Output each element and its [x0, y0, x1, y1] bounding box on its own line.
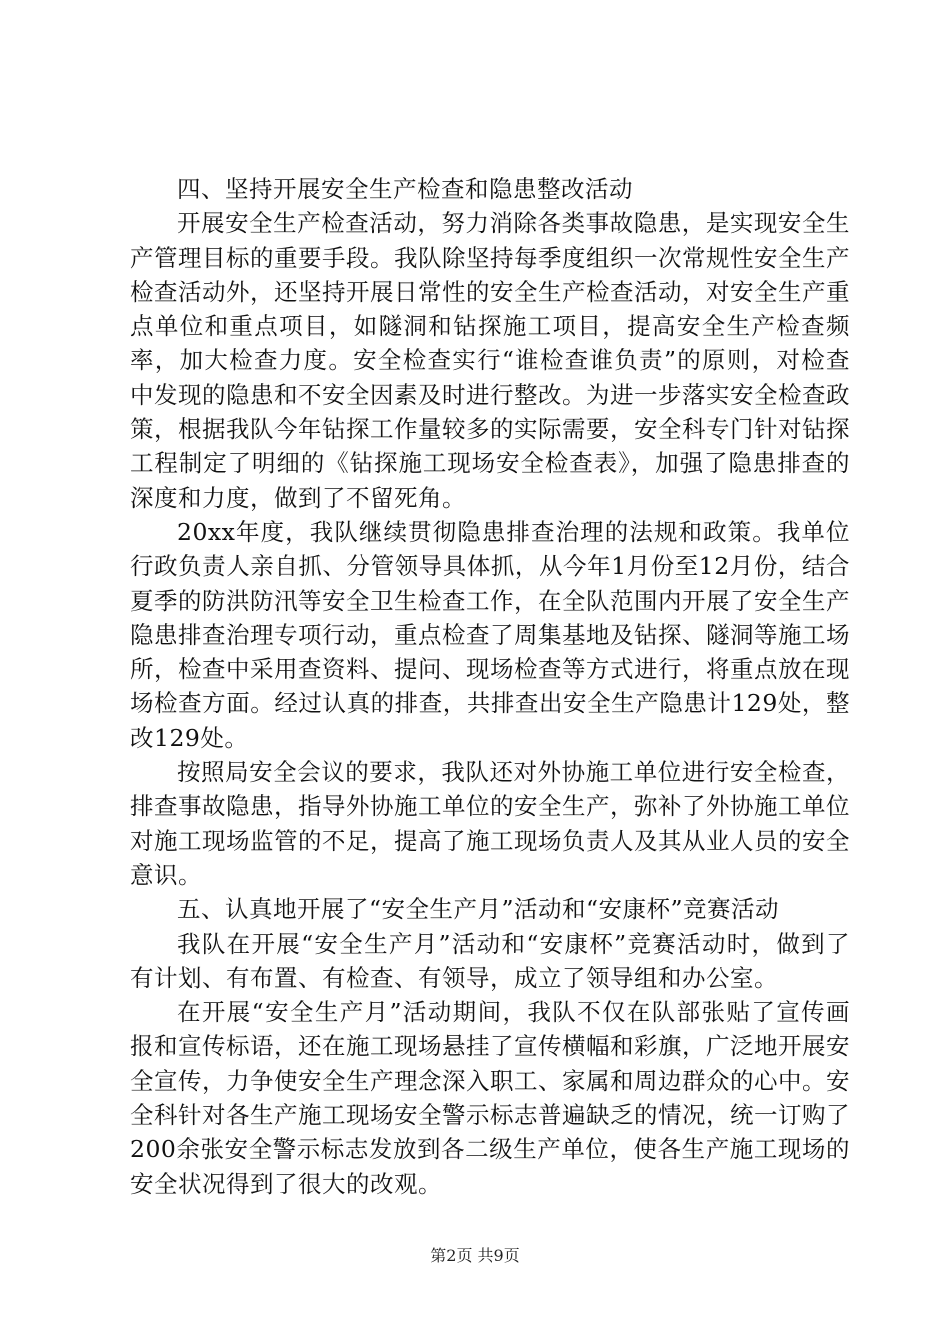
page-number-footer: 第2页 共9页 — [430, 1246, 520, 1265]
paragraph-external-contractors: 按照局安全会议的要求，我队还对外协施工单位进行安全检查，排查事故隐患，指导外协施工单位的安全生产，弥补了外协施工单位对施工现场监管的不足，提高了施工现场负责人及其从业人员的安全意识。 — [130, 758, 850, 889]
paragraph-campaign-organization: 我队在开展“安全生产月”活动和“安康杯”竞赛活动时，做到了有计划、有布置、有检查、有领导，成立了领导组和办公室。 — [130, 929, 850, 992]
section-heading-5: 五、认真地开展了“安全生产月”活动和“安康杯”竞赛活动 — [177, 895, 780, 924]
paragraph-hazard-investigation: 20xx年度，我队继续贯彻隐患排查治理的法规和政策。我单位行政负责人亲自抓、分管领导具体抓，从今年1月份至12月份，结合夏季的防洪防汛等安全卫生检查工作，在全队范围内开展了安全生产隐患排查治理专项行动，重点检查了周集基地及钻探、隧洞等施工场所，检查中采用查资料、提问、现场检查等方式进行，将重点放在现场检查方面。经过认真的排查，共排查出安全生产隐患计129处，整改129处。 — [130, 517, 850, 752]
document-body — [130, 172, 850, 1201]
paragraph-safety-inspection: 开展安全生产检查活动，努力消除各类事故隐患，是实现安全生产管理目标的重要手段。我队除坚持每季度组织一次常规性安全生产检查活动外，还坚持开展日常性的安全生产检查活动，对安全生产重点单位和重点项目，如隧洞和钻探施工项目，提高安全生产检查频率，加大检查力度。安全检查实行“谁检查谁负责”的原则，对检查中发现的隐患和不安全因素及时进行整改。为进一步落实安全检查政策，根据我队今年钻探工作量较多的实际需要，安全科专门针对钻探工程制定了明细的《钻探施工现场安全检查表》，加强了隐患排查的深度和力度，做到了不留死角。 — [130, 209, 850, 512]
section-heading-4: 四、坚持开展安全生产检查和隐患整改活动 — [177, 175, 633, 203]
paragraph-safety-month-activities: 在开展“安全生产月”活动期间，我队不仅在队部张贴了宣传画报和宣传标语，还在施工现场悬挂了宣传横幅和彩旗，广泛地开展安全宣传，力争使安全生产理念深入职工、家属和周边群众的心中。安全科针对各生产施工现场安全警示标志普遍缺乏的情况，统一订购了200余张安全警示标志发放到各二级生产单位，使各生产施工现场的安全状况得到了很大的改观。 — [130, 998, 850, 1198]
